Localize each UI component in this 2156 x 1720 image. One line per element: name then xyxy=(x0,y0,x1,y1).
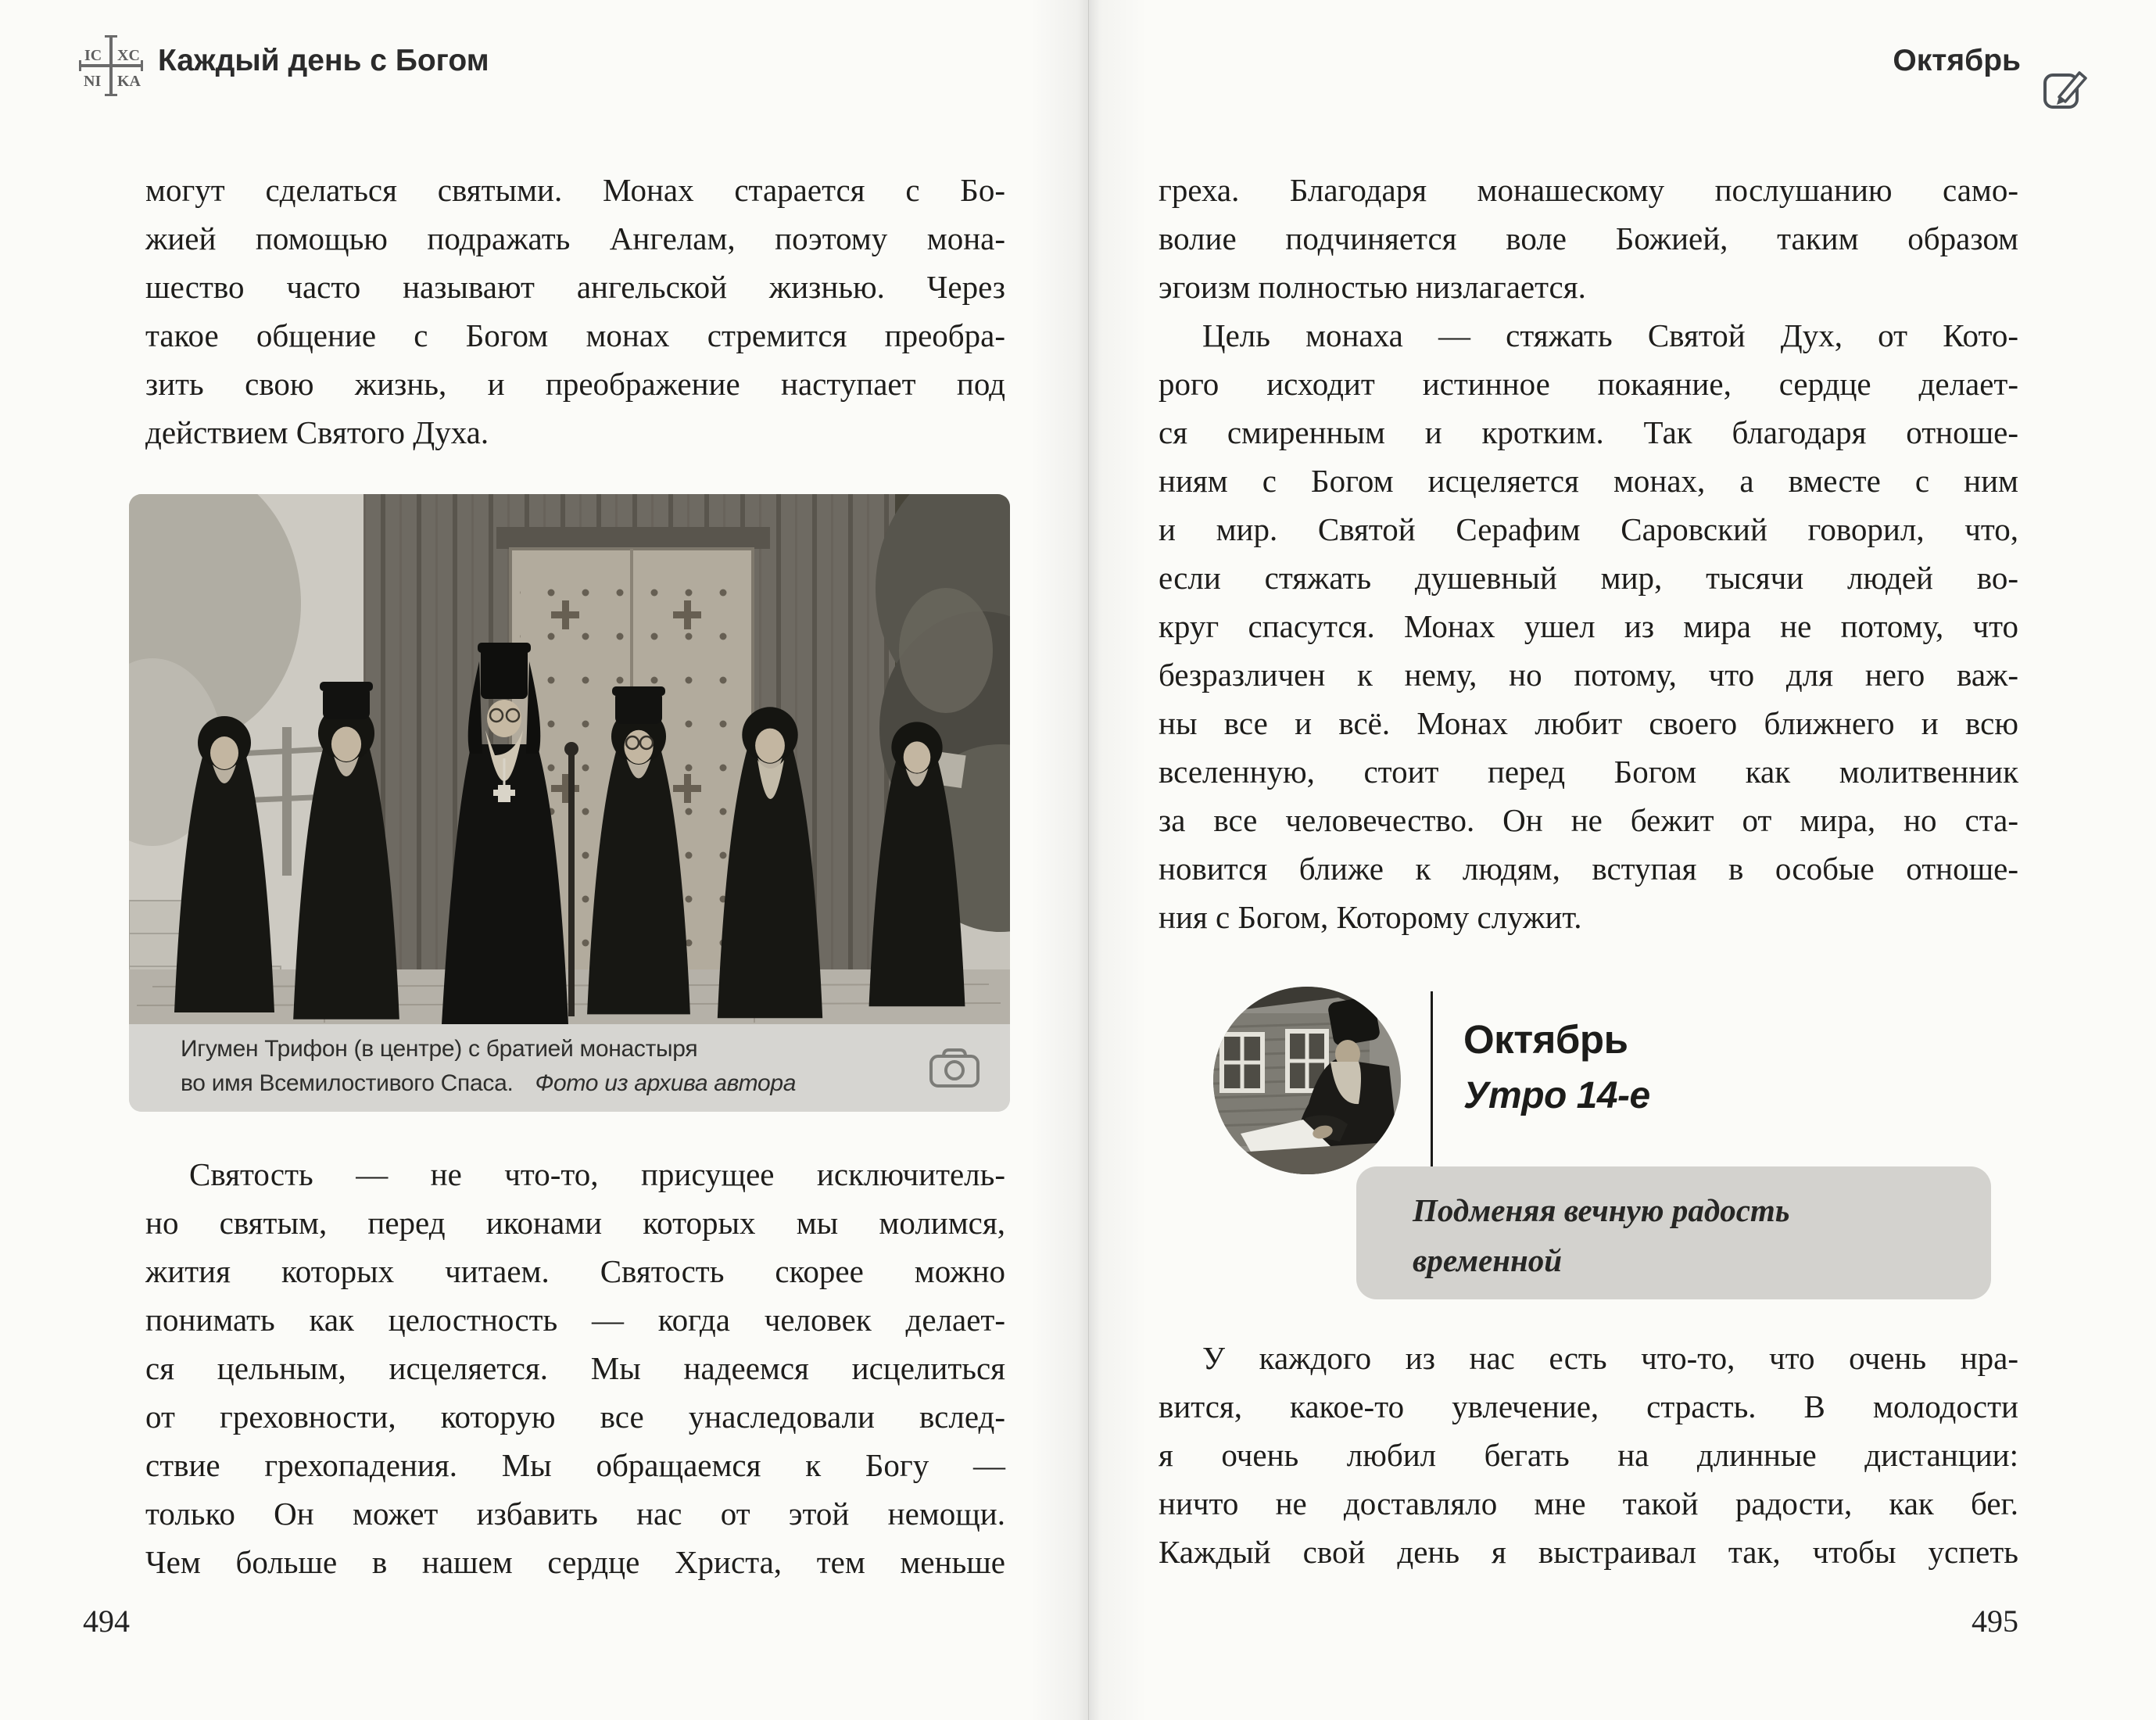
left-paragraph-1 xyxy=(145,166,1005,457)
text-line: ствие грехопадения. Мы обращаемся к Богу — xyxy=(145,1447,1005,1483)
book-fold-shadow xyxy=(1030,0,1148,1720)
right-paragraphs-1-2 xyxy=(1159,166,2018,941)
caption-line-1: Игумен Трифон (в центре) с братией монастыря xyxy=(181,1036,698,1062)
text-line: жития которых читаем. Святость скорее можно xyxy=(145,1253,1005,1289)
text-line: и мир. Святой Серафим Саровский говорил, что, xyxy=(1159,511,2018,547)
svg-text:IC: IC xyxy=(84,47,102,64)
text-line: только Он может избавить нас от этой немощи. xyxy=(145,1496,1005,1532)
caption-line-2: во имя Всемилостивого Спаса. Фото из архива автора xyxy=(181,1070,797,1096)
text-line: ничто не доставляло мне такой радости, как бег. xyxy=(1159,1485,2018,1521)
left-paragraph-2 xyxy=(145,1150,1005,1586)
text-line: понимать как целостность — когда человек делает- xyxy=(145,1302,1005,1338)
monks-photo-illustration xyxy=(129,494,1010,1024)
text-line: безразличен к нему, но потому, что для него важ- xyxy=(1159,657,2018,693)
section-day: Утро 14-е xyxy=(1463,1075,1650,1116)
entry-title-box xyxy=(1356,1166,1991,1299)
text-line: шество часто называют ангельской жизнью. Через xyxy=(145,269,1005,305)
text-line: Каждый свой день я выстраивал так, чтобы успеть xyxy=(1159,1534,2018,1570)
text-line: могут сделаться святыми. Монах старается с Бо- xyxy=(145,172,1005,208)
text-line: вселенную, стоит перед Богом как молитвенник xyxy=(1159,754,2018,790)
right-running-head: Октябрь xyxy=(1893,44,2021,77)
section-divider-rule xyxy=(1431,991,1433,1182)
edit-note-icon xyxy=(2042,66,2087,111)
daily-entry-photo xyxy=(1213,987,1401,1174)
text-line: Чем больше в нашем сердце Христа, тем меньше xyxy=(145,1544,1005,1580)
right-paragraph-3 xyxy=(1159,1334,2018,1576)
text-line: такое общение с Богом монах стремится преобра- xyxy=(145,317,1005,353)
svg-text:KA: KA xyxy=(117,73,141,90)
text-line: волие подчиняется воле Божией, таким образом xyxy=(1159,220,2018,256)
text-line: новится ближе к людям, вступая в особые отноше- xyxy=(1159,851,2018,887)
right-page-number: 495 xyxy=(1972,1604,2018,1639)
left-running-head: Каждый день с Богом xyxy=(158,44,489,77)
text-line: У каждого из нас есть что-то, что очень нра- xyxy=(1202,1340,2018,1376)
text-line: действием Святого Духа. xyxy=(145,414,489,450)
text-line: ния с Богом, Которому служит. xyxy=(1159,899,1582,935)
text-line: если стяжать душевный мир, тысячи людей во- xyxy=(1159,560,2018,596)
text-line: жией помощью подражать Ангелам, поэтому мона- xyxy=(145,220,1005,256)
text-line: но святым, перед иконами которых мы молимся, xyxy=(145,1205,1005,1241)
text-line: ся цельным, исцеляется. Мы надеемся исцелиться xyxy=(145,1350,1005,1386)
monastery-photo-card xyxy=(129,494,1010,1112)
text-line: от греховности, которую все унаследовали вслед- xyxy=(145,1399,1005,1435)
svg-text:XC: XC xyxy=(117,47,140,64)
text-line: вится, какое-то увлечение, страсть. В молодости xyxy=(1159,1389,2018,1424)
christogram-logo-icon xyxy=(75,34,147,97)
section-month: Октябрь xyxy=(1463,1017,1628,1062)
text-line: рого исходит истинное покаяние, сердце делает- xyxy=(1159,366,2018,402)
monks-photo xyxy=(129,494,1010,1024)
text-line: Цель монаха — стяжать Святой Дух, от Кото- xyxy=(1202,317,2018,353)
camera-icon xyxy=(929,1046,980,1090)
text-line: ся смиренным и кротким. Так благодаря отноше- xyxy=(1159,414,2018,450)
text-line: я очень любил бегать на длинные дистанции: xyxy=(1159,1437,2018,1473)
text-line: ниям с Богом исцеляется монах, а вместе с ним xyxy=(1159,463,2018,499)
photo-caption xyxy=(129,1024,1010,1112)
text-line: за все человечество. Он не бежит от мира, но ста- xyxy=(1159,802,2018,838)
text-line: Святость — не что-то, присущее исключитель- xyxy=(189,1156,1005,1192)
entry-title-line-1: Подменяя вечную радость xyxy=(1413,1192,1790,1228)
text-line: греха. Благодаря монашескому послушанию само- xyxy=(1159,172,2018,208)
book-fold-line xyxy=(1088,0,1089,1720)
text-line: ны все и всё. Монах любит своего ближнего и всю xyxy=(1159,705,2018,741)
text-line: круг спасутся. Монах ушел из мира не потому, что xyxy=(1159,608,2018,644)
left-page-number: 494 xyxy=(83,1604,130,1639)
text-line: зить свою жизнь, и преображение наступает под xyxy=(145,366,1005,402)
svg-text:NI: NI xyxy=(84,73,102,90)
caption-credit: Фото из архива автора xyxy=(535,1070,797,1096)
text-line: эгоизм полностью низлагается. xyxy=(1159,269,1586,305)
entry-title-line-2: временной xyxy=(1413,1242,1563,1278)
